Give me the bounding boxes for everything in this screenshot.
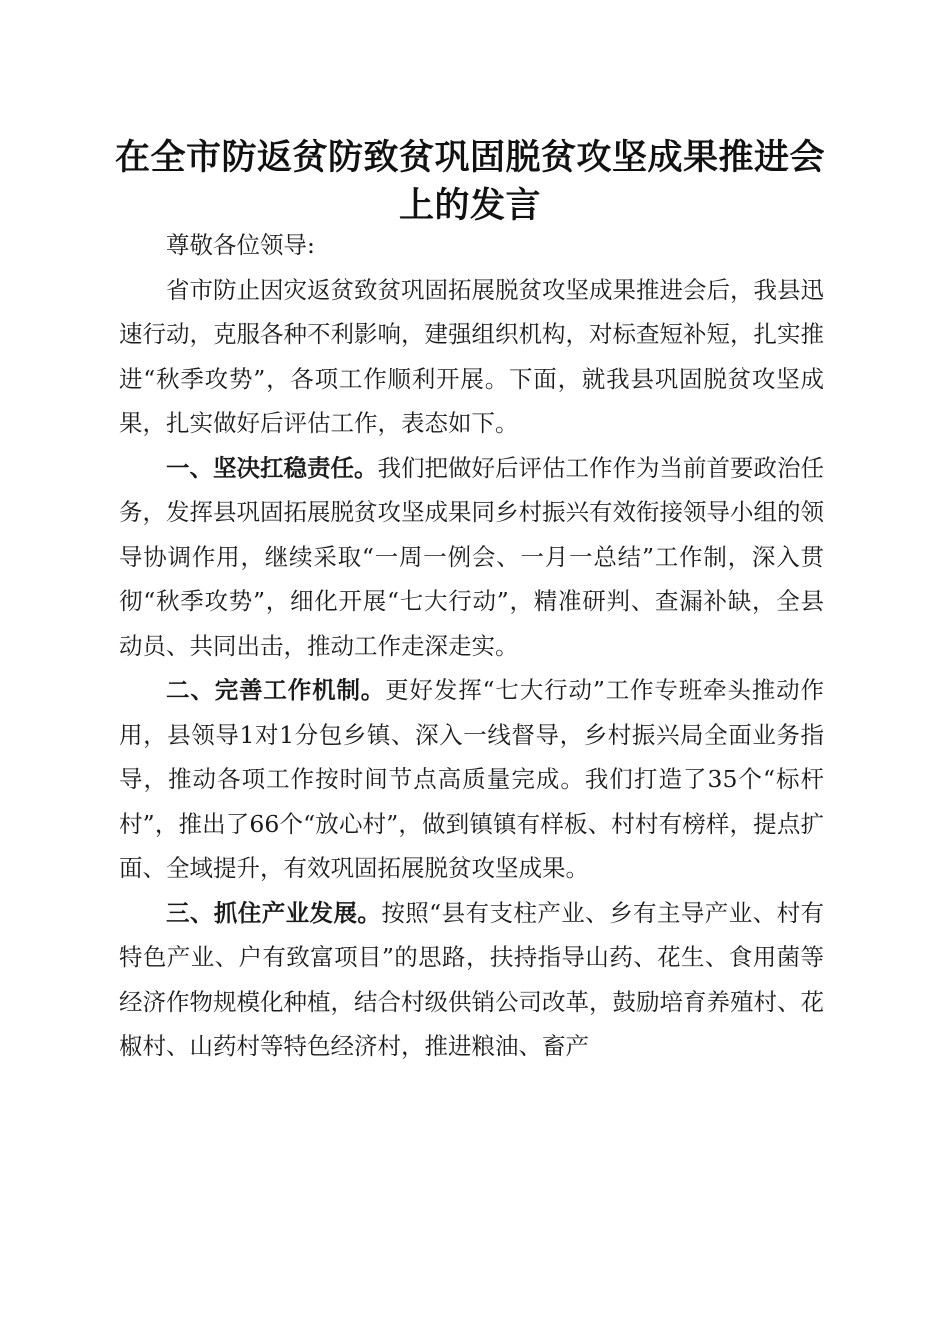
- document-body: [119, 223, 824, 1069]
- section-text: 我们把做好后评估工作作为当前首要政治任务，发挥县巩固拓展脱贫攻坚成果同乡村振兴有效衔接领导小组的领导协调作用，继续采取“一周一例会、一月一总结”工作制，深入贯彻“秋季攻势”，细化开展“七大行动”，精准研判、查漏补缺，全县动员、共同出击，推动工作走深走实。: [119, 453, 824, 660]
- section-paragraph: [119, 891, 824, 1069]
- section-paragraph: [119, 446, 824, 669]
- document-title: 在全市防返贫防致贫巩固脱贫攻坚成果推进会上的发言: [114, 137, 825, 226]
- section-paragraph: [119, 668, 824, 891]
- section-heading: 一、坚决扛稳责任。: [166, 453, 378, 482]
- salutation: 尊敬各位领导:: [166, 231, 315, 259]
- section-heading: 二、完善工作机制。: [166, 676, 386, 704]
- section-heading: 三、抓住产业发展。: [166, 898, 382, 927]
- intro-paragraph: 省市防止因灾返贫致贫巩固拓展脱贫攻坚成果推进会后，我县迅速行动，克服各种不利影响，建强组织机构，对标查短补短，扎实推进“秋季攻势”，各项工作顺利开展。下面，就我县巩固脱贫攻坚成果，扎实做好后评估工作，表态如下。: [119, 275, 824, 437]
- section-text: 按照“县有支柱产业、乡有主导产业、村有特色产业、户有致富项目”的思路，扶持指导山药、花生、食用菌等经济作物规模化种植，结合村级供销公司改革，鼓励培育养殖村、花椒村、山药村等特色经济村，推进粮油、畜产: [119, 898, 824, 1060]
- section-text: 更好发挥“七大行动”工作专班牵头推动作用，县领导1对1分包乡镇、深入一线督导，乡村振兴局全面业务指导，推动各项工作按时间节点高质量完成。我们打造了35个“标杆村”，推出了66个“放心村”，做到镇镇有样板、村村有榜样，提点扩面、全域提升，有效巩固拓展脱贫攻坚成果。: [119, 676, 824, 882]
